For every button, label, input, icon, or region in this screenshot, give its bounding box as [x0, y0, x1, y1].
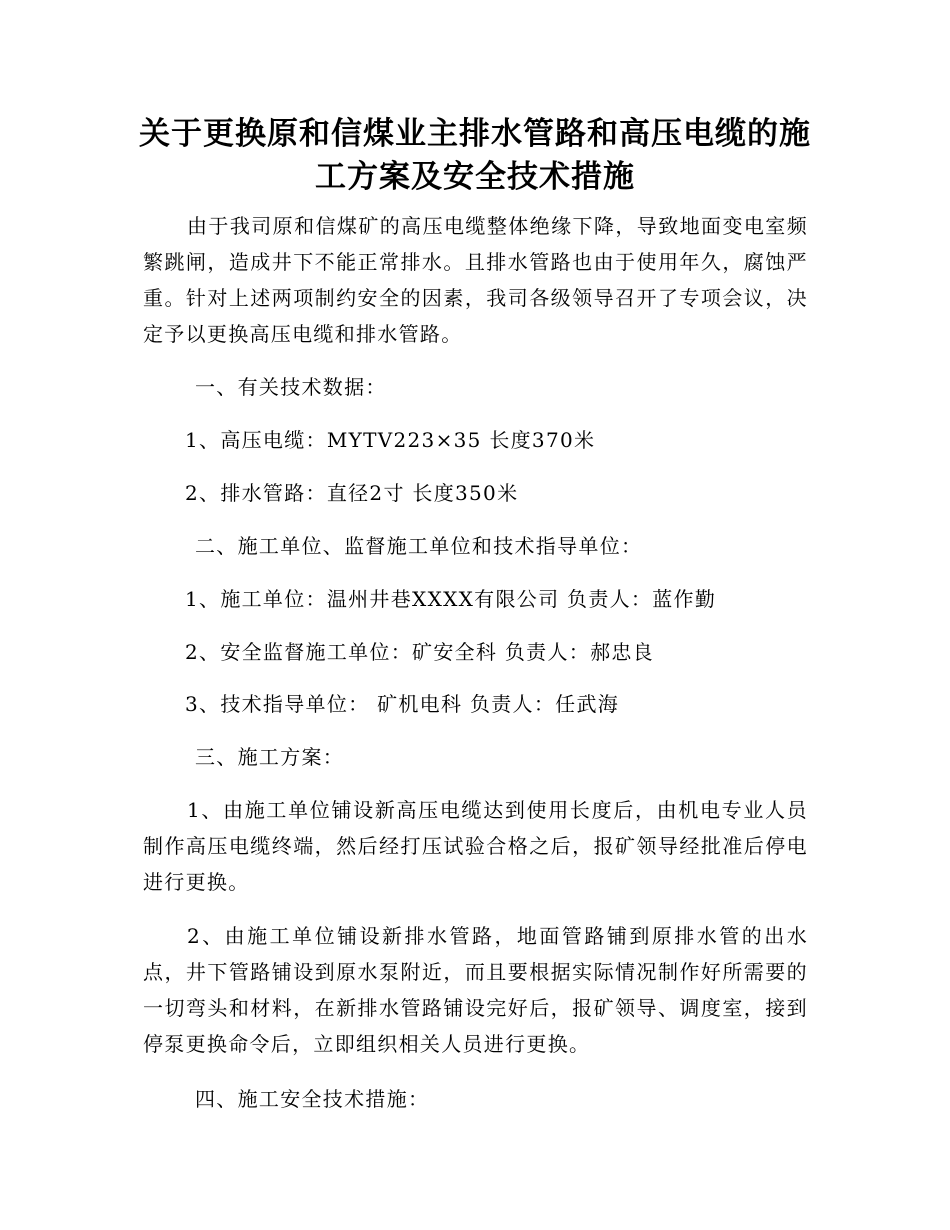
section-2-item-3: 3、技术指导单位： 矿机电科 负责人：任武海 — [185, 692, 620, 716]
section-2-item-2: 2、安全监督施工单位：矿安全科 负责人：郝忠良 — [185, 640, 654, 664]
section-1-item-1: 1、高压电缆：MYTV223×35 长度370米 — [185, 428, 596, 452]
section-3-paragraph-1: 1、由施工单位铺设新高压电缆达到使用长度后，由机电专业人员制作高压电缆终端，然后经打压试验合格之后，报矿领导经批准后停电进行更换。 — [143, 798, 808, 894]
section-3-heading: 三、施工方案： — [195, 745, 345, 769]
section-1-item-2: 2、排水管路：直径2寸 长度350米 — [185, 481, 519, 505]
section-3-paragraph-2: 2、由施工单位铺设新排水管路，地面管路铺到原排水管的出水点，井下管路铺设到原水泵附近，而且要根据实际情况制作好所需要的一切弯头和材料，在新排水管路铺设完好后，报矿领导、调度室，接到停泵更换命令后，立即组织相关人员进行更换。 — [143, 924, 808, 1056]
section-2-heading: 二、施工单位、监督施工单位和技术指导单位： — [195, 534, 643, 558]
document-title-line-1: 关于更换原和信煤业主排水管路和高压电缆的施 — [139, 116, 811, 152]
intro-paragraph: 由于我司原和信煤矿的高压电缆整体绝缘下降，导致地面变电室频繁跳闸，造成井下不能正常排水。且排水管路也由于使用年久，腐蚀严重。针对上述两项制约安全的因素，我司各级领导召开了专项会议，决定予以更换高压电缆和排水管路。 — [143, 214, 808, 346]
document-title-line-2: 工方案及安全技术措施 — [315, 159, 635, 195]
section-1-heading: 一、有关技术数据： — [195, 375, 387, 399]
section-4-heading: 四、施工安全技术措施： — [195, 1087, 430, 1111]
section-2-item-1: 1、施工单位：温州井巷XXXX有限公司 负责人：蓝作勤 — [185, 587, 717, 611]
